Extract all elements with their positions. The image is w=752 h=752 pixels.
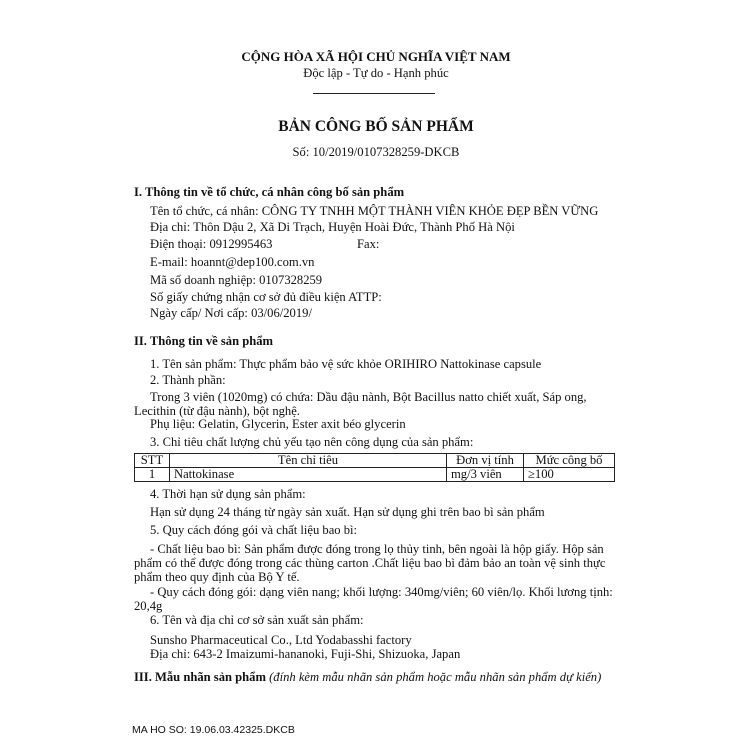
packaging-spec-1: - Quy cách đóng gói: dạng viên nang; khối lượng: 340mg/viên; 60 viên/lọ. Khối lương tịnh: (150, 585, 613, 599)
manufacturer-label: 6. Tên và địa chỉ cơ sở sản xuất sản phẩm: (150, 613, 364, 627)
cell-unit: mg/3 viên (447, 468, 524, 482)
manufacturer-address: Địa chỉ: 643-2 Imaizumi-hananoki, Fuji-Shi, Shizuoka, Japan (150, 647, 461, 661)
divider (313, 93, 435, 94)
quality-table (134, 453, 615, 482)
org-name: Tên tổ chức, cá nhân: CÔNG TY TNHH MỘT THÀNH VIÊN KHỎE ĐẸP BỀN VỮNG (150, 204, 599, 218)
packaging-material-2: phẩm có thể được đóng trong các thùng carton .Chất liệu bao bì đảm bảo an toàn vệ sinh thực (134, 556, 606, 570)
manufacturer-name: Sunsho Pharmaceutical Co., Ltd Yodabasshi factory (150, 633, 412, 647)
nation-title: CỘNG HÒA XÃ HỘI CHỦ NGHĨA VIỆT NAM (241, 49, 511, 64)
email: E-mail: hoannt@dep100.com.vn (150, 255, 315, 269)
dossier-code: MA HO SO: 19.06.03.42325.DKCB (132, 724, 295, 736)
table-header-row (135, 454, 615, 468)
issued: Ngày cấp/ Nơi cấp: 03/06/2019/ (150, 306, 312, 320)
shelf-life: Hạn sử dụng 24 tháng từ ngày sản xuất. Hạn sử dụng ghi trên bao bì sản phẩm (150, 505, 545, 519)
col-level: Mức công bố (524, 454, 615, 468)
col-name: Tên chỉ tiêu (170, 454, 447, 468)
section3-title: III. Mẫu nhãn sản phẩm (134, 670, 266, 684)
quality-label: 3. Chỉ tiêu chất lượng chủ yếu tạo nên công dụng của sản phẩm: (150, 435, 474, 449)
cell-stt: 1 (135, 468, 170, 482)
table-row (135, 468, 615, 482)
ingredients-line2: Lecithin (từ đậu nành), bột nghệ. (134, 404, 300, 418)
section3-note: (đính kèm mẫu nhãn sản phẩm hoặc mẫu nhãn sản phẩm dự kiến) (269, 670, 602, 684)
certificate: Số giấy chứng nhận cơ sở đủ điều kiện ATTP: (150, 290, 382, 304)
section1-heading: I. Thông tin về tổ chức, cá nhân công bố sản phẩm (134, 185, 405, 199)
tax-code: Mã số doanh nghiệp: 0107328259 (150, 273, 323, 287)
motto: Độc lập - Tự do - Hạnh phúc (303, 66, 449, 80)
ingredients-line1: Trong 3 viên (1020mg) có chứa: Dầu đậu nành, Bột Bacillus natto chiết xuất, Sáp ong, (150, 390, 587, 404)
excipients: Phụ liệu: Gelatin, Glycerin, Ester axit béo glycerin (150, 417, 406, 431)
cell-name: Nattokinase (170, 468, 447, 482)
shelf-life-label: 4. Thời hạn sử dụng sản phẩm: (150, 487, 306, 501)
col-unit: Đơn vị tính (447, 454, 524, 468)
document-title: BẢN CÔNG BỐ SẢN PHẨM (278, 118, 474, 135)
ingredients-label: 2. Thành phần: (150, 373, 226, 387)
section2-heading: II. Thông tin về sản phẩm (134, 334, 274, 348)
section3-heading (134, 669, 601, 685)
packaging-material-3: phẩm theo quy định của Bộ Y tế. (134, 570, 300, 584)
document-number: Số: 10/2019/0107328259-DKCB (292, 145, 460, 159)
cell-level: ≥100 (524, 468, 615, 482)
packaging-label: 5. Quy cách đóng gói và chất liệu bao bì: (150, 523, 358, 537)
fax: Fax: (357, 237, 380, 251)
packaging-spec-2: 20,4g (134, 599, 163, 613)
org-address: Địa chỉ: Thôn Dậu 2, Xã Di Trạch, Huyện Hoài Đức, Thành Phố Hà Nội (150, 220, 515, 234)
phone: Điện thoại: 0912995463 (150, 237, 273, 251)
product-name: 1. Tên sản phẩm: Thực phẩm bảo vệ sức khỏe ORIHIRO Nattokinase capsule (150, 357, 542, 371)
packaging-material-1: - Chất liệu bao bì: Sản phẩm được đóng trong lọ thủy tinh, bên ngoài là hộp giấy. Hộp sản (150, 542, 604, 556)
col-stt: STT (135, 454, 170, 468)
